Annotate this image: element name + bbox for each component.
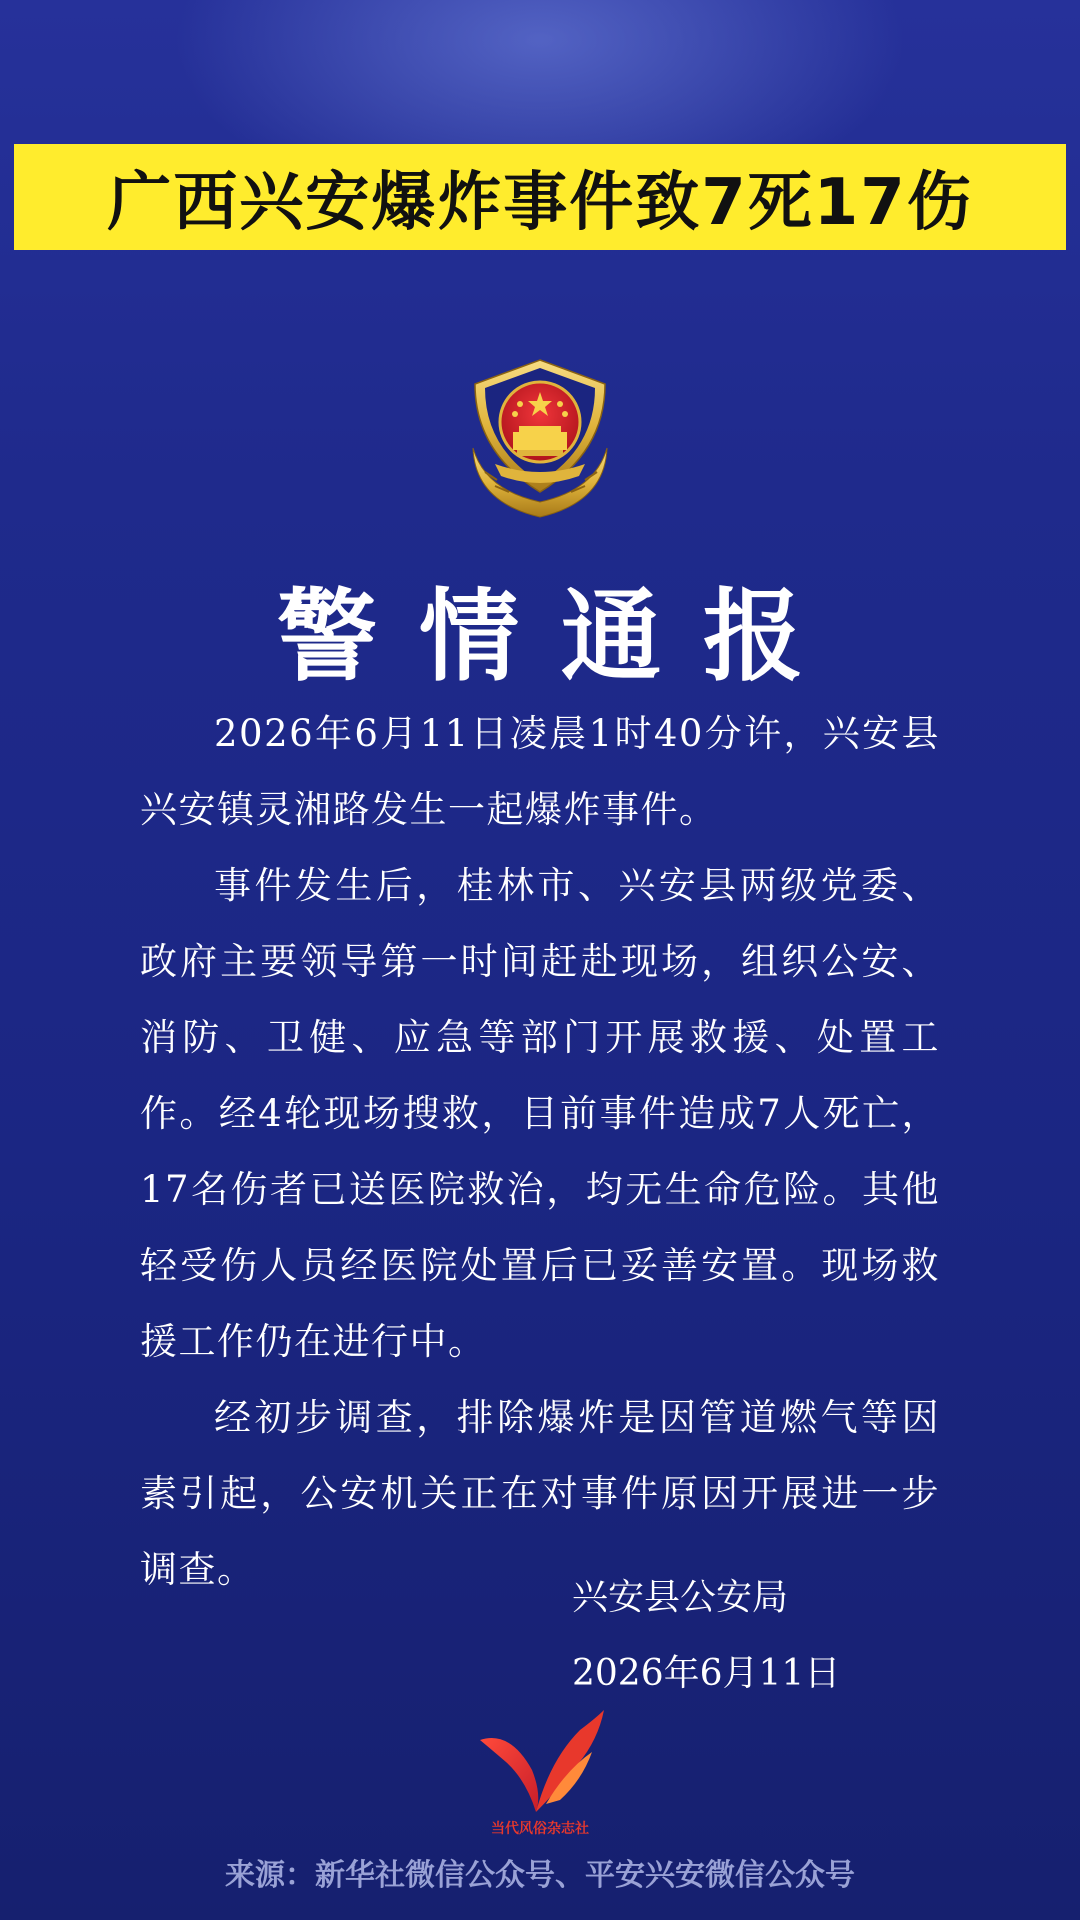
notice-paragraph: 经初步调查，排除爆炸是因管道燃气等因素引起，公安机关正在对事件原因开展进一步调查。: [140, 1396, 940, 1591]
notice-title: 警情通报: [277, 577, 845, 695]
notice-paragraph: 事件发生后，桂林市、兴安县两级党委、政府主要领导第一时间赶赴现场，组织公安、消防、卫健、应急等部门开展救援、处置工作。经4轮现场搜救，目前事件造成7人死亡，17名伤者已送医院救治，均无生命危险。其他轻受伤人员经医院处置后已妥善安置。现场救援工作仍在进行中。: [140, 864, 940, 1363]
headline-text: 广西兴安爆炸事件致7死17伤: [107, 166, 973, 240]
signature-block: [572, 1560, 840, 1712]
issue-date: 2026年6月11日: [572, 1653, 841, 1694]
headline-banner: [14, 144, 1066, 250]
notice-paragraph: 2026年6月11日凌晨1时40分许，兴安县兴安镇灵湘路发生一起爆炸事件。: [140, 712, 940, 831]
issuer-name: 兴安县公安局: [572, 1577, 789, 1618]
notice-body: [140, 696, 940, 1608]
source-credit: 来源：新华社微信公众号、平安兴安微信公众号: [225, 1858, 855, 1893]
press-logo-text: 当代风俗杂志社: [491, 1821, 589, 1837]
press-logo-icon: [470, 1700, 610, 1840]
police-emblem-icon: [455, 352, 625, 522]
